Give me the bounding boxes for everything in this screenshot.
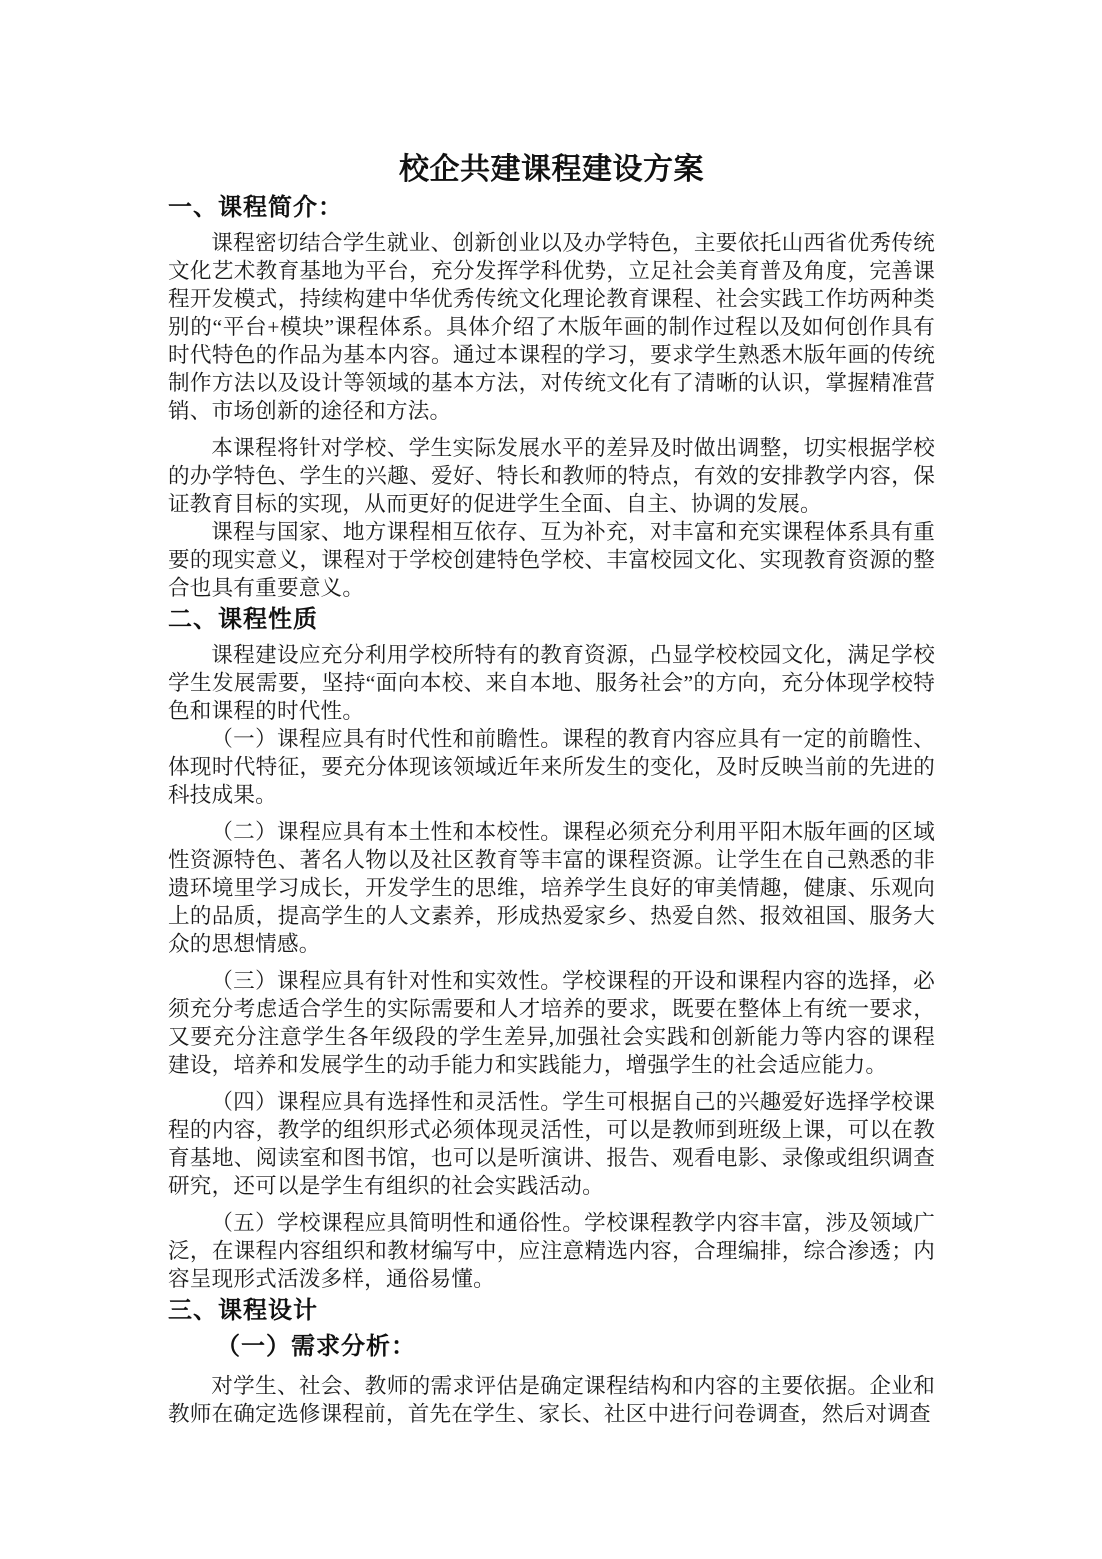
paragraph-nature-item-4: （四）课程应具有选择性和灵活性。学生可根据自己的兴趣爱好选择学校课程的内容，教学的组织形式必须体现灵活性，可以是教师到班级上课，可以在教育基地、阅读室和图书馆，也可以是听演讲、报告、观看电影、录像或组织调查研究，还可以是学生有组织的社会实践活动。: [168, 1090, 935, 1198]
paragraph-nature-item-1: （一）课程应具有时代性和前瞻性。课程的教育内容应具有一定的前瞻性、体现时代特征，要充分体现该领域近年来所发生的变化，及时反映当前的先进的科技成果。: [168, 727, 935, 807]
heading-course-design: 三、课程设计: [168, 1298, 318, 1324]
subheading-needs-analysis: （一）需求分析：: [216, 1334, 416, 1360]
heading-course-intro: 一、课程简介：: [168, 195, 343, 221]
paragraph-needs-analysis: 对学生、社会、教师的需求评估是确定课程结构和内容的主要依据。企业和教师在确定选修课程前，首先在学生、家长、社区中进行问卷调查，然后对调查: [168, 1374, 935, 1426]
paragraph-nature-overview: 课程建设应充分利用学校所特有的教育资源，凸显学校校园文化，满足学校学生发展需要，坚持“面向本校、来自本地、服务社会”的方向，充分体现学校特色和课程的时代性。: [168, 643, 935, 723]
paragraph-course-adjustment: 本课程将针对学校、学生实际发展水平的差异及时做出调整，切实根据学校的办学特色、学生的兴趣、爱好、特长和教师的特点，有效的安排教学内容，保证教育目标的实现，从而更好的促进学生全面、自主、协调的发展。: [168, 436, 935, 516]
document-title: 校企共建课程建设方案: [399, 153, 704, 186]
heading-course-nature: 二、课程性质: [168, 607, 318, 633]
paragraph-nature-item-5: （五）学校课程应具简明性和通俗性。学校课程教学内容丰富，涉及领域广泛，在课程内容组织和教材编写中，应注意精选内容，合理编排，综合渗透；内容呈现形式活泼多样，通俗易懂。: [168, 1211, 935, 1291]
paragraph-course-relation: 课程与国家、地方课程相互依存、互为补充，对丰富和充实课程体系具有重要的现实意义，课程对于学校创建特色学校、丰富校园文化、实现教育资源的整合也具有重要意义。: [168, 520, 935, 600]
paragraph-nature-item-3: （三）课程应具有针对性和实效性。学校课程的开设和课程内容的选择，必须充分考虑适合学生的实际需要和人才培养的要求，既要在整体上有统一要求，又要充分注意学生各年级段的学生差异,加强社会实践和创新能力等内容的课程建设，培养和发展学生的动手能力和实践能力，增强学生的社会适应能力。: [168, 969, 935, 1077]
paragraph-course-overview: 课程密切结合学生就业、创新创业以及办学特色，主要依托山西省优秀传统文化艺术教育基地为平台，充分发挥学科优势，立足社会美育普及角度，完善课程开发模式，持续构建中华优秀传统文化理论教育课程、社会实践工作坊两种类别的“平台+模块”课程体系。具体介绍了木版年画的制作过程以及如何创作具有时代特色的作品为基本内容。通过本课程的学习，要求学生熟悉木版年画的传统制作方法以及设计等领域的基本方法，对传统文化有了清晰的认识，掌握精准营销、市场创新的途径和方法。: [168, 231, 935, 423]
paragraph-nature-item-2: （二）课程应具有本土性和本校性。课程必须充分利用平阳木版年画的区域性资源特色、著名人物以及社区教育等丰富的课程资源。让学生在自己熟悉的非遗环境里学习成长，开发学生的思维，培养学生良好的审美情趣，健康、乐观向上的品质，提高学生的人文素养，形成热爱家乡、热爱自然、报效祖国、服务大众的思想情感。: [168, 820, 935, 956]
